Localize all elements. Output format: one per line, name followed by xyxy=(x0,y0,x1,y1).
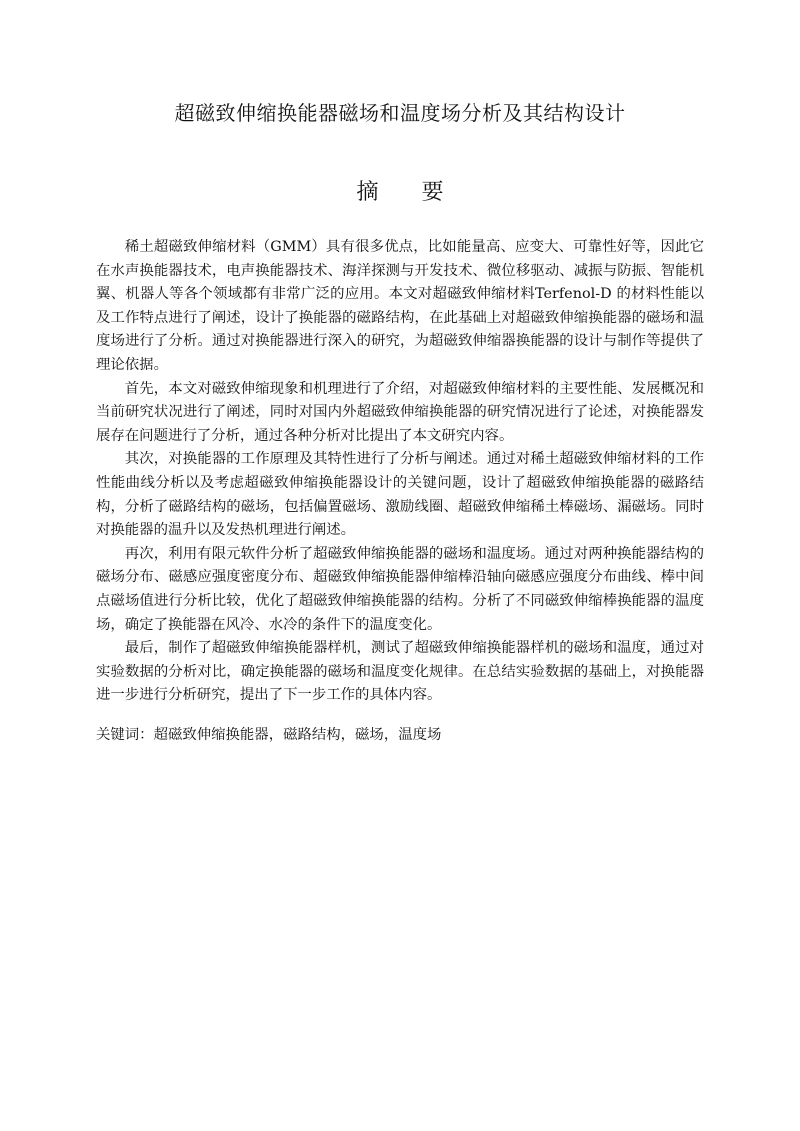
keywords-line: 关键词：超磁致伸缩换能器，磁路结构，磁场，温度场 xyxy=(96,727,442,743)
abstract-paragraph: 最后，制作了超磁致伸缩换能器样机，测试了超磁致伸缩换能器样机的磁场和温度，通过对实验数据的分析对比，确定换能器的磁场和温度变化规律。在总结实验数据的基础上，对换能器进一步进行分析研究，提出了下一步工作的具体内容。 xyxy=(96,640,704,704)
abstract-body xyxy=(96,236,704,708)
abstract-paragraph: 其次，对换能器的工作原理及其特性进行了分析与阐述。通过对稀土超磁致伸缩材料的工作性能曲线分析以及考虑超磁致伸缩换能器设计的关键问题，设计了超磁致伸缩换能器的磁路结构，分析了磁路结构的磁场，包括偏置磁场、激励线圈、超磁致伸缩稀土棒磁场、漏磁场。同时对换能器的温升以及发热机理进行阐述。 xyxy=(96,451,704,539)
abstract-paragraph: 首先，本文对磁致伸缩现象和机理进行了介绍，对超磁致伸缩材料的主要性能、发展概况和当前研究状况进行了阐述，同时对国内外超磁致伸缩换能器的研究情况进行了论述，对换能器发展存在问题进行了分析，通过各种分析对比提出了本文研究内容。 xyxy=(96,380,704,444)
paper-title: 超磁致伸缩换能器磁场和温度场分析及其结构设计 xyxy=(174,101,626,125)
abstract-paragraph: 稀土超磁致伸缩材料（GMM）具有很多优点，比如能量高、应变大、可靠性好等，因此它在水声换能器技术，电声换能器技术、海洋探测与开发技术、微位移驱动、减振与防振、智能机翼、机器人等各个领域都有非常广泛的应用。本文对超磁致伸缩材料Terfenol-D 的材料性能以及工作特点进行了阐述，设计了换能器的磁路结构，在此基础上对超磁致伸缩换能器的磁场和温度场进行了分析。通过对换能器进行深入的研究，为超磁致伸缩器换能器的设计与制作等提供了理论依据。 xyxy=(96,239,704,373)
abstract-heading: 摘 要 xyxy=(356,180,462,205)
abstract-paragraph: 再次，利用有限元软件分析了超磁致伸缩换能器的磁场和温度场。通过对两种换能器结构的磁场分布、磁感应强度密度分布、超磁致伸缩换能器伸缩棒沿轴向磁感应强度分布曲线、棒中间点磁场值进行分析比较，优化了超磁致伸缩换能器的结构。分析了不同磁致伸缩棒换能器的温度场，确定了换能器在风冷、水冷的条件下的温度变化。 xyxy=(96,545,704,633)
